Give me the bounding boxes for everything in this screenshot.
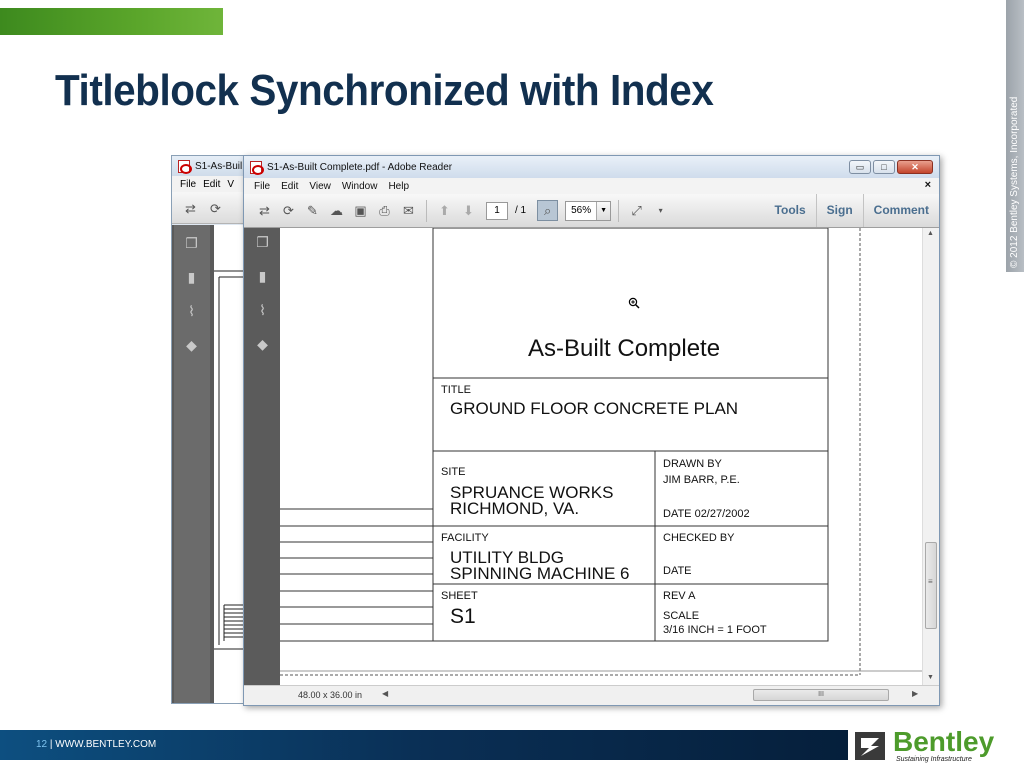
menu-edit[interactable]: Edit [281,180,299,192]
slide-footer [0,730,848,760]
drawn-by-value: JIM BARR, P.E. [663,474,740,486]
menu-window[interactable]: Window [341,180,378,192]
pages-icon[interactable]: ❐ [256,234,269,250]
logo-word: Bentley [893,726,995,757]
scale-label: SCALE [663,610,700,622]
pdf-file-icon [178,160,190,173]
menu-view[interactable]: View [309,180,331,192]
print-icon[interactable]: ⎙ [379,202,390,218]
titleblock-drawing [280,228,922,685]
chevron-down-icon[interactable]: ▼ [596,202,610,220]
toolbar [244,194,939,228]
site-line-2: RICHMOND, VA. [450,499,580,518]
toolbar-separator [618,200,619,222]
status-bar [244,685,939,705]
site-label: SITE [441,466,466,478]
fit-page-icon[interactable]: ⤢ [631,202,642,218]
back-window-menubar [172,176,250,192]
attachments-icon[interactable]: ⌇ [259,302,266,318]
layers-icon[interactable]: ◆ [257,336,268,352]
close-document-icon[interactable]: × [924,179,931,191]
cloud-upload-icon[interactable]: ☁ [330,202,343,218]
menu-file[interactable]: File [254,180,271,192]
scroll-down-icon[interactable]: ▼ [927,674,934,681]
navigation-pane [244,228,280,685]
back-menu-file[interactable]: File [180,178,197,190]
bentley-logo-icon [853,728,889,764]
back-window-body [172,225,250,703]
sheet-value: S1 [450,605,476,628]
site-line-1: SPRUANCE WORKS [450,483,614,502]
email-icon[interactable]: ✉ [403,202,414,218]
close-button[interactable]: ✕ [897,160,933,174]
page-size: 48.00 x 36.00 in [298,690,363,700]
scroll-grip: ≡ [928,577,933,586]
toolbar-separator [426,200,427,222]
checked-date-label: DATE [663,565,692,577]
save-icon[interactable]: ▣ [354,202,367,218]
back-window-title: S1-As-Buil [195,160,243,172]
maximize-button[interactable]: □ [873,160,895,174]
sheet-label: SHEET [441,590,478,602]
tools-button[interactable]: Tools [774,203,806,217]
minimize-button[interactable]: ▭ [849,160,871,174]
reader-body [244,228,939,706]
logo-tagline: Sustaining Infrastructure [896,756,972,763]
attachments-icon[interactable]: ⌇ [188,303,195,319]
marquee-zoom-icon[interactable]: ⌕ [537,200,558,221]
scroll-up-icon[interactable]: ▲ [927,230,934,237]
previous-page-icon[interactable]: ⬆ [439,202,450,218]
slide-number: 12 [36,739,48,750]
back-menu-edit[interactable]: Edit [203,178,221,190]
accent-bar [0,8,223,35]
facility-label: FACILITY [441,532,489,544]
slide-title: Titleblock Synchronized with Index [55,66,714,115]
title-value: GROUND FLOOR CONCRETE PLAN [450,399,739,418]
scroll-left-icon[interactable]: ◀ [382,689,389,698]
pages-icon[interactable]: ❐ [185,235,198,251]
footer-separator: | [47,739,56,750]
bookmarks-icon[interactable]: ▮ [258,268,267,284]
project-title: As-Built Complete [528,335,721,362]
bentley-logo [853,728,1013,764]
menu-help[interactable]: Help [388,180,410,192]
zoom-in-cursor-icon [628,297,640,309]
window-titlebar[interactable] [244,156,939,178]
back-navigation-pane [174,225,210,703]
footer-url[interactable]: WWW.BENTLEY.COM [55,739,157,750]
back-menu-view[interactable]: V [227,178,235,190]
background-reader-window[interactable] [171,155,251,704]
back-window-toolbar [172,192,250,224]
facility-line-1: UTILITY BLDG [450,548,564,567]
convert-pdf-icon[interactable]: ⟳ [210,200,221,216]
revision: REV A [663,590,696,602]
vertical-scroll-thumb[interactable] [925,542,937,629]
bookmarks-icon[interactable]: ▮ [187,269,196,285]
scale-value: 3/16 INCH = 1 FOOT [663,624,767,636]
create-pdf-icon[interactable]: ⇄ [259,202,270,218]
scroll-right-icon[interactable]: ▶ [912,689,919,698]
drawn-by-label: DRAWN BY [663,458,722,470]
pdf-file-icon [250,161,262,174]
zoom-select[interactable] [565,201,611,221]
comment-button[interactable]: Comment [863,194,939,227]
document-view[interactable] [280,228,922,685]
horizontal-scroll-thumb[interactable]: III [753,689,889,701]
zoom-value: 56% [571,205,592,216]
window-title: S1-As-Built Complete.pdf - Adobe Reader [267,161,453,173]
next-page-icon[interactable]: ⬇ [463,202,474,218]
footer-text [36,739,156,750]
layers-icon[interactable]: ◆ [186,337,197,353]
drawn-date: DATE 02/27/2002 [663,508,750,520]
adobe-reader-window[interactable] [243,155,940,706]
sign-button[interactable]: Sign [816,194,863,227]
vertical-scrollbar[interactable] [922,228,939,685]
title-label: TITLE [441,384,471,396]
page-total: / 1 [515,205,527,216]
edit-pdf-icon[interactable]: ✎ [307,202,318,218]
facility-line-2: SPINNING MACHINE 6 [450,564,630,583]
convert-pdf-icon[interactable]: ⟳ [283,202,294,218]
menubar [244,178,939,194]
back-window-titlebar[interactable] [172,156,250,176]
checked-by-label: CHECKED BY [663,532,735,544]
page-number-input[interactable]: 1 [486,202,508,220]
toolbar-options-icon[interactable]: ▾ [658,206,663,215]
create-pdf-icon[interactable]: ⇄ [185,200,196,216]
copyright-text: © 2012 Bentley Systems, Incorporated [1009,96,1020,268]
